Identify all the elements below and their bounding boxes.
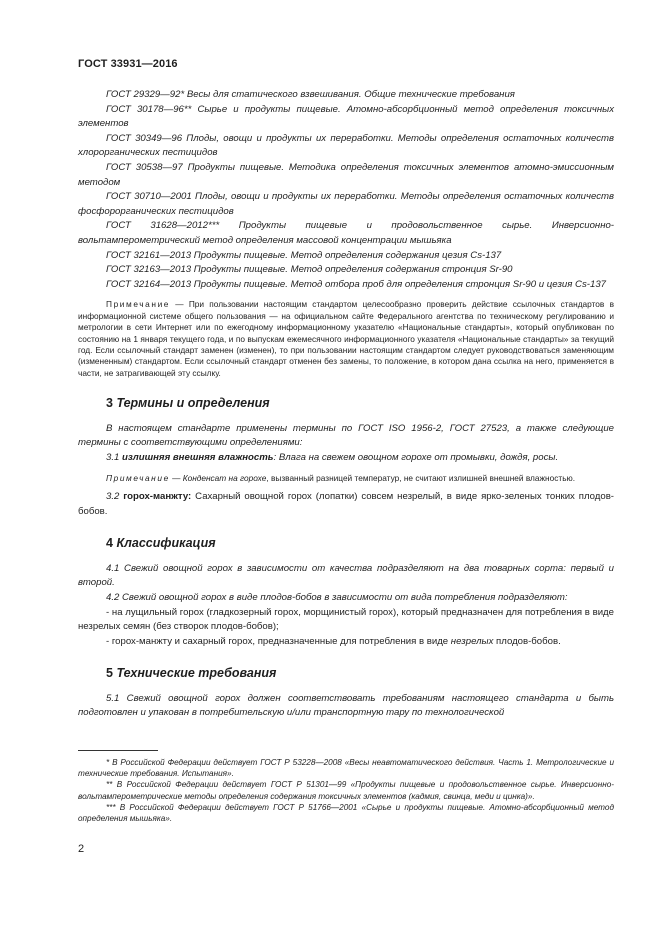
note-label: Примечание (106, 472, 170, 483)
footnote: ** В Российской Федерации действует ГОСТ Р 51301—99 «Продукты пищевые и продовольственное сырье. Инверсионно-вольтамперометрические методы определения содержания токсичных элементов (кадмия, свинца, меди и цинка)». (78, 780, 614, 801)
clause-4-1: 4.1 Свежий овощной горох в зависимости от качества подразделяют на два товарных сорта: первый и второй. (78, 562, 614, 589)
reference-item: ГОСТ 32161—2013 Продукты пищевые. Метод определения содержания цезия Cs-137 (106, 249, 502, 261)
section-number: 4 (106, 536, 113, 551)
main-content (78, 88, 614, 721)
section-4-heading (106, 536, 614, 551)
section-title: Термины и определения (116, 396, 270, 411)
reference-item: ГОСТ 30538—97 Продукты пищевые. Методика определения токсичных элементов атомно-эмиссионным методом (78, 161, 614, 188)
term-name: горох-манжту: (123, 490, 192, 502)
term-name: излишняя внешняя влажность (122, 451, 274, 463)
section-title: Технические требования (116, 666, 277, 681)
references-note (78, 299, 614, 379)
term-definition: : Влага на свежем овощном горохе от промывки, дождя, росы. (273, 451, 559, 463)
term-3-2 (78, 490, 614, 519)
list-text: плодов-бобов. (493, 635, 561, 647)
reference-item: ГОСТ 32164—2013 Продукты пищевые. Метод отбора проб для определения стронция Sr-90 и цезия Cs-137 (106, 278, 606, 290)
note-dash: — (169, 472, 183, 483)
footnote: * В Российской Федерации действует ГОСТ Р 53228—2008 «Весы неавтоматического действия. Часть 1. Метрологические и технические требования. Испытания». (78, 758, 614, 779)
reference-item: ГОСТ 31628—2012*** Продукты пищевые и продовольственное сырье. Инверсионно-вольтамперометрический метод определения массовой концентрации мышьяка (78, 220, 614, 246)
list-text-italic: незрелых (450, 635, 494, 647)
term-note (78, 473, 614, 484)
section-number: 5 (106, 666, 113, 681)
section-5-heading (106, 666, 614, 681)
reference-item: ГОСТ 32163—2013 Продукты пищевые. Метод определения содержания стронция Sr-90 (106, 264, 513, 276)
term-number: 3.1 (106, 451, 120, 463)
term-3-1 (78, 451, 614, 466)
section-title: Классификация (116, 536, 216, 551)
list-item (78, 635, 614, 650)
note-text: , вызванный разницей температур, не считают излишней внешней влажностью. (266, 472, 576, 483)
footnote-divider (78, 750, 158, 751)
running-header: ГОСТ 33931—2016 (78, 58, 178, 70)
section-3-intro: В настоящем стандарте применены термины по ГОСТ ISO 1956-2, ГОСТ 27523, а также следующие термины с соответствующими определениями: (78, 422, 614, 449)
reference-item: ГОСТ 30349—96 Плоды, овощи и продукты их переработки. Методы определения остаточных количеств хлорорганических пестицидов (78, 132, 614, 159)
page-number: 2 (78, 843, 85, 855)
reference-item: ГОСТ 30710—2001 Плоды, овощи и продукты их переработки. Методы определения остаточных количеств фосфорорганических пестицидов (78, 191, 614, 217)
reference-item: ГОСТ 30178—96** Сырье и продукты пищевые. Атомно-абсорбционный метод определения токсичных элементов (78, 103, 614, 130)
reference-item: ГОСТ 29329—92* Весы для статического взвешивания. Общие технические требования (106, 89, 515, 100)
term-number: 3.2 (106, 490, 120, 502)
term-definition: Сахарный овощной горох (лопатки) совсем незрелый, в виде ярко-зеленых тонких плодов-бобов. (78, 490, 615, 517)
clause-5-1: 5.1 Свежий овощной горох должен соответствовать требованиям настоящего стандарта и быть подготовлен и упакован в потребительскую и/или транспортную тару по технологической (78, 692, 614, 719)
clause-4-2: 4.2 Свежий овощной горох в виде плодов-бобов в зависимости от вида потребления подразделяют: (106, 591, 568, 603)
footnote: *** В Российской Федерации действует ГОСТ Р 51766—2001 «Сырье и продукты пищевые. Атомно-абсорбционный метод определения мышьяка». (78, 802, 614, 824)
section-3-heading (106, 396, 614, 411)
list-item: - на лущильный горох (гладкозерный горох, морщинистый горох), который предназначен для потребления в виде незрелых семян (без створок плодов-бобов); (78, 606, 614, 633)
note-italic: Конденсат на горохе (182, 472, 267, 483)
section-number: 3 (106, 396, 113, 411)
footnotes (78, 757, 614, 824)
list-text: - горох-манжту и сахарный горох, предназначенные для потребления в виде (106, 635, 451, 647)
note-text: — При пользовании настоящим стандартом целесообразно проверить действие ссылочных стандартов в информационной системе общего пользования — на официальном сайте Федерального агентства по техническому регулированию и метрологии в сети Интернет или по ежегодному информационному указателю «Национальные стандарты», который опубликован по состоянию на 1 января текущего года, и по выпускам ежемесячного информационного указателя «Национальные стандарты» за текущий год. Если ссылочный стандарт заменен (изменен), то при пользовании настоящим стандартом следует руководствоваться заменяющим (измененным) стандартом. Если ссылочный стандарт отменен без замены, то положение, в котором дана ссылка на него, применяется в части, не затрагивающей эту ссылку. (78, 299, 614, 378)
note-label: Примечание (106, 299, 171, 310)
